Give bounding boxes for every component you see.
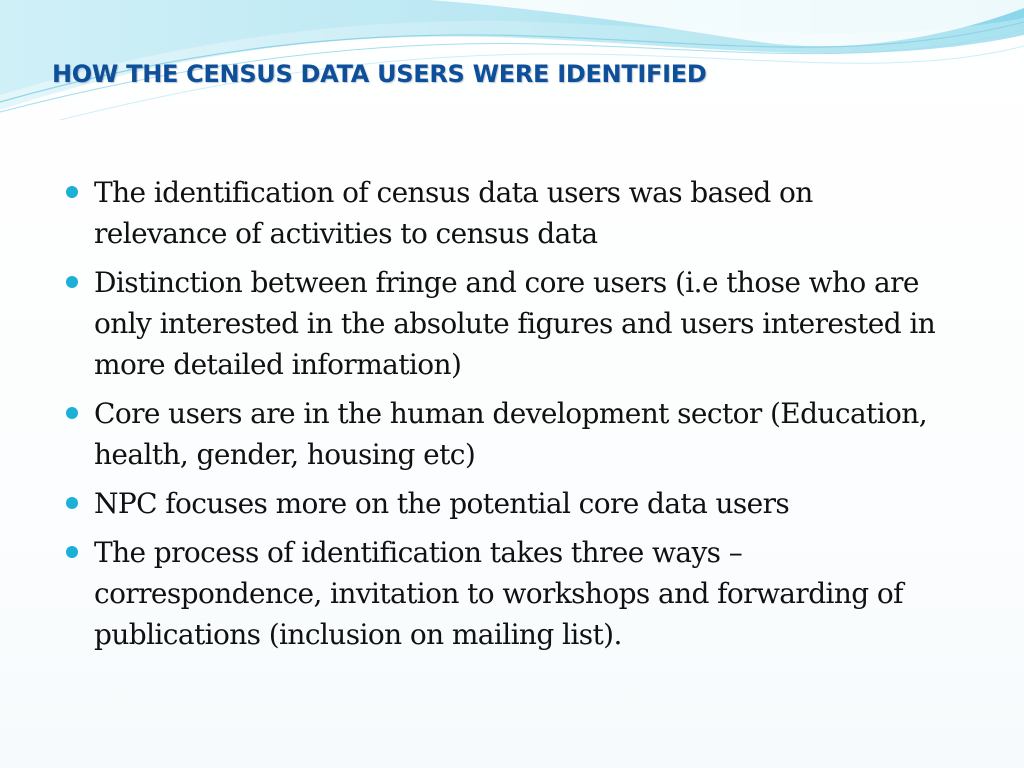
- bullet-icon: [66, 186, 78, 198]
- list-item-text: Core users are in the human development sector (Education, health, gender, housing etc): [94, 397, 928, 471]
- bullet-icon: [66, 546, 78, 558]
- list-item-text: Distinction between fringe and core users (i.e those who are only interested in the absolute figures and users interested in more detailed information): [94, 266, 936, 381]
- list-item: [66, 262, 946, 385]
- list-item-text: The identification of census data users was based on relevance of activities to census data: [94, 176, 813, 250]
- bullet-icon: [66, 497, 78, 509]
- list-item: [66, 483, 946, 524]
- slide-title: HOW THE CENSUS DATA USERS WERE IDENTIFIED: [52, 60, 707, 88]
- bullet-icon: [66, 276, 78, 288]
- bullet-icon: [66, 407, 78, 419]
- list-item: [66, 532, 946, 655]
- bullet-list: [66, 172, 946, 663]
- list-item-text: NPC focuses more on the potential core data users: [94, 487, 790, 520]
- list-item: [66, 172, 946, 254]
- list-item-text: The process of identification takes three ways – correspondence, invitation to workshops and forwarding of publications (inclusion on mailing list).: [94, 536, 903, 651]
- list-item: [66, 393, 946, 475]
